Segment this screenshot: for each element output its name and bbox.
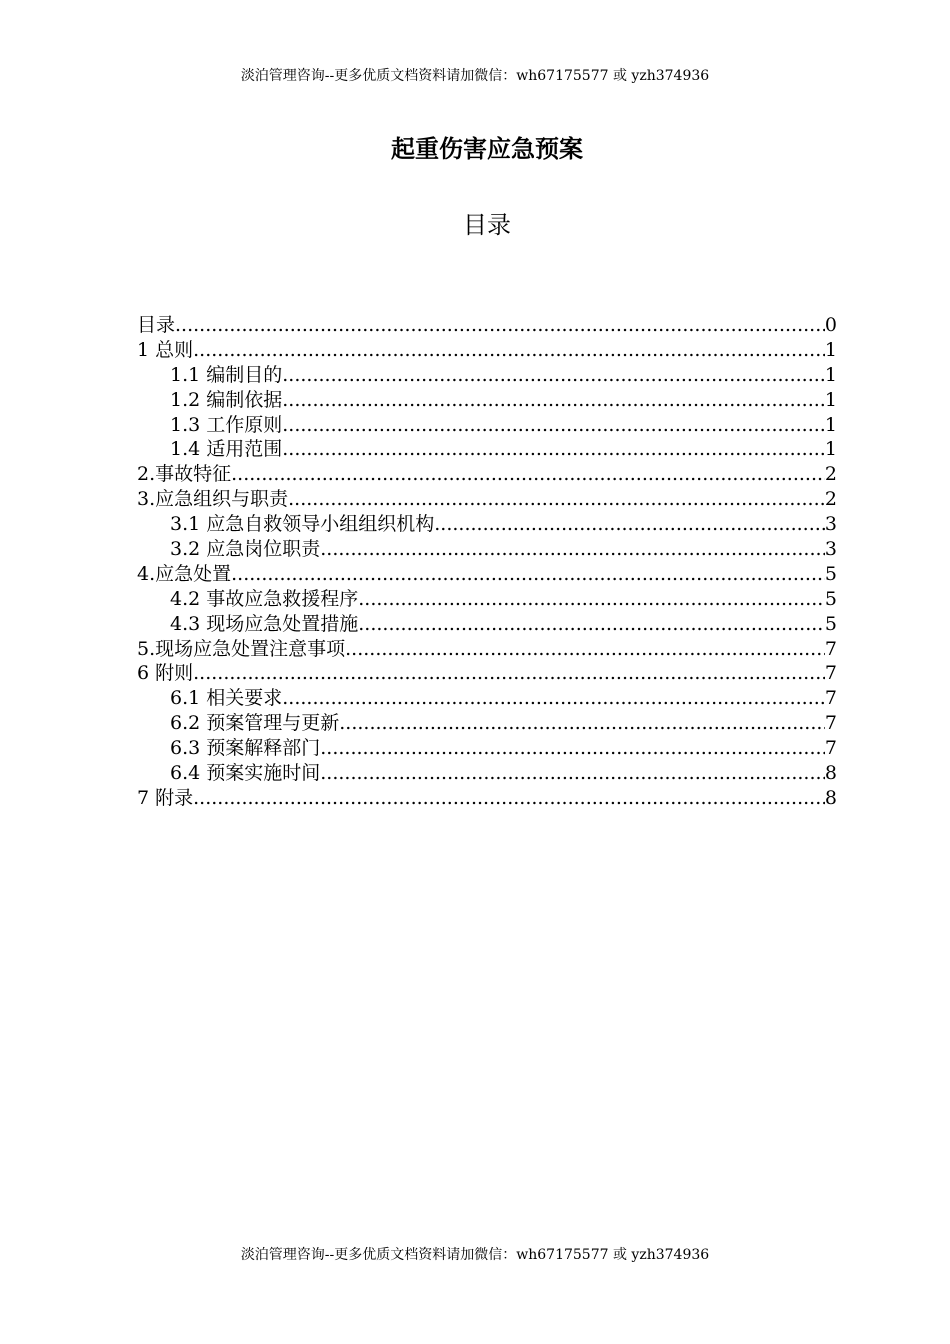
toc-entry-label: 目录 xyxy=(137,314,176,336)
toc-entry-page-number: 7 xyxy=(824,737,837,760)
toc-entry[interactable] xyxy=(137,761,837,786)
toc-entry[interactable] xyxy=(137,537,837,562)
toc-entry-label: 6 附则 xyxy=(137,662,194,685)
toc-dot-leader xyxy=(320,736,825,761)
toc-entry[interactable] xyxy=(137,512,837,537)
toc-entry-page-number: 8 xyxy=(824,762,837,785)
toc-dot-leader xyxy=(282,437,825,462)
toc-entry[interactable] xyxy=(137,562,837,587)
toc-dot-leader xyxy=(231,562,825,587)
toc-dot-leader xyxy=(320,761,825,786)
toc-entry[interactable] xyxy=(137,736,837,761)
document-title: 起重伤害应急预案 xyxy=(391,134,583,163)
page-header: 淡泊管理咨询--更多优质文档资料请加微信：wh67175577 或 yzh374936 xyxy=(240,68,710,84)
toc-entry-label: 6.2 预案管理与更新 xyxy=(170,712,340,735)
toc-entry-page-number: 1 xyxy=(824,438,837,461)
toc-dot-leader xyxy=(175,313,825,338)
toc-dot-leader xyxy=(193,786,825,811)
toc-entry-label: 3.2 应急岗位职责 xyxy=(170,538,321,561)
toc-dot-leader xyxy=(282,686,825,711)
toc-entry[interactable] xyxy=(137,587,837,612)
toc-entry-page-number: 1 xyxy=(824,338,837,361)
toc-dot-leader xyxy=(231,462,825,487)
toc-entry[interactable] xyxy=(137,388,837,413)
toc-entry-label: 6.3 预案解释部门 xyxy=(170,737,321,760)
toc-entry-page-number: 5 xyxy=(824,587,837,610)
toc-entry-page-number: 7 xyxy=(824,637,837,660)
toc-entry-label: 7 附录 xyxy=(137,786,194,809)
toc-entry[interactable] xyxy=(137,413,837,438)
toc-heading: 目录 xyxy=(463,211,511,239)
toc-entry-label: 6.1 相关要求 xyxy=(170,687,283,710)
toc-entry-label: 1.4 适用范围 xyxy=(170,438,283,461)
toc-dot-leader xyxy=(193,338,825,363)
toc-entry-label: 5.现场应急处置注意事项 xyxy=(137,637,346,660)
toc-entry[interactable] xyxy=(137,786,837,811)
toc-entry-page-number: 1 xyxy=(824,363,837,386)
toc-entry-page-number: 1 xyxy=(824,413,837,436)
toc-entry[interactable] xyxy=(137,711,837,736)
toc-entry-label: 3.应急组织与职责 xyxy=(137,488,289,511)
toc-entry-page-number: 2 xyxy=(824,488,837,511)
toc-entry-label: 4.应急处置 xyxy=(137,562,232,585)
toc-entry-label: 3.1 应急自救领导小组组织机构 xyxy=(170,513,435,536)
toc-dot-leader xyxy=(339,711,825,736)
toc-entry[interactable] xyxy=(137,661,837,686)
toc-entry-page-number: 8 xyxy=(824,786,837,809)
toc-dot-leader xyxy=(193,661,825,686)
toc-entry-page-number: 3 xyxy=(824,538,837,561)
toc-entry-label: 1.2 编制依据 xyxy=(170,388,283,411)
toc-entry-label: 4.2 事故应急救援程序 xyxy=(170,587,359,610)
toc-dot-leader xyxy=(282,363,825,388)
toc-entry-page-number: 0 xyxy=(824,314,837,336)
toc-dot-leader xyxy=(434,512,825,537)
toc-entry[interactable] xyxy=(137,338,837,363)
toc-entry-label: 1.1 编制目的 xyxy=(170,363,283,386)
toc-entry-page-number: 2 xyxy=(824,463,837,486)
page-footer: 淡泊管理咨询--更多优质文档资料请加微信：wh67175577 或 yzh374936 xyxy=(240,1247,710,1263)
toc-entry-page-number: 3 xyxy=(824,513,837,536)
toc-entry-page-number: 7 xyxy=(824,687,837,710)
toc-entry-label: 6.4 预案实施时间 xyxy=(170,762,321,785)
toc-dot-leader xyxy=(288,487,825,512)
toc-entry[interactable] xyxy=(137,487,837,512)
toc-entry-page-number: 1 xyxy=(824,388,837,411)
toc-entry-label: 4.3 现场应急处置措施 xyxy=(170,612,359,635)
toc-entry[interactable] xyxy=(137,612,837,637)
toc-entry[interactable] xyxy=(137,686,837,711)
toc-entry-label: 1 总则 xyxy=(137,338,194,361)
toc-entry[interactable] xyxy=(137,637,837,662)
toc-dot-leader xyxy=(358,612,825,637)
toc-entry-label: 1.3 工作原则 xyxy=(170,413,283,436)
table-of-contents xyxy=(137,313,837,811)
toc-dot-leader xyxy=(282,388,825,413)
toc-entry-label: 2.事故特征 xyxy=(137,463,232,486)
toc-dot-leader xyxy=(282,413,825,438)
toc-entry[interactable] xyxy=(137,363,837,388)
toc-entry-page-number: 7 xyxy=(824,662,837,685)
toc-entry[interactable] xyxy=(137,437,837,462)
toc-entry-page-number: 5 xyxy=(824,612,837,635)
toc-dot-leader xyxy=(320,537,825,562)
toc-entry[interactable] xyxy=(137,313,837,338)
toc-dot-leader xyxy=(345,637,825,662)
toc-entry-page-number: 7 xyxy=(824,712,837,735)
toc-entry-page-number: 5 xyxy=(824,562,837,585)
toc-dot-leader xyxy=(358,587,825,612)
toc-entry[interactable] xyxy=(137,462,837,487)
